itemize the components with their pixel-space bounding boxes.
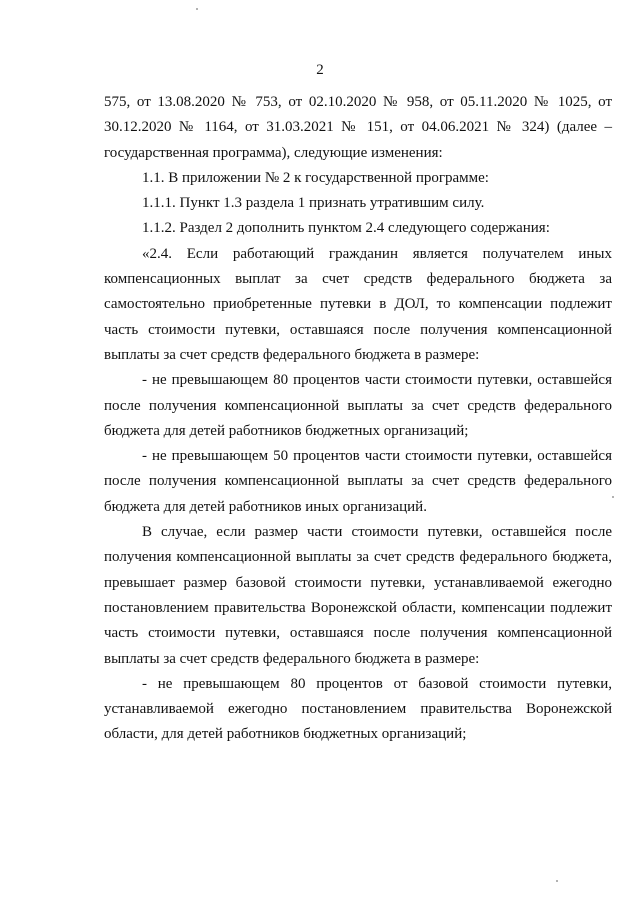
text-line: 1.1.1. Пункт 1.3 раздела 1 признать утратившим силу. [142,195,485,212]
text-line: превышает размер базовой стоимости путевки, устанавливаемой ежегодно [104,574,612,591]
text-line: после получения компенсационной выплаты за счет средств федерального [104,397,612,414]
scan-speck [556,880,558,882]
text-line: В случае, если размер части стоимости путевки, оставшейся после [142,524,612,541]
text-line: выплаты за счет средств федерального бюджета в размере: [104,346,480,363]
text-line: - не превышающем 80 процентов части стоимости путевки, оставшейся [142,372,612,389]
scan-speck [196,8,198,10]
text-line: бюджета для детей работников иных организаций. [104,498,427,515]
text-line: области, для детей работников бюджетных организаций; [104,726,467,743]
page-number: 2 [316,62,324,78]
document-body [104,90,612,748]
text-line: «2.4. Если работающий гражданин является получателем иных [142,245,612,262]
text-line: после получения компенсационной выплаты за счет средств федерального [104,473,612,490]
scan-speck [612,496,614,498]
text-line: часть стоимости путевки, оставшаяся после получения компенсационной [104,321,612,338]
text-line: самостоятельно приобретенные путевки в ДОЛ, то компенсации подлежит [104,296,612,313]
text-line: 30.12.2020 № 1164, от 31.03.2021 № 151, от 04.06.2021 № 324) (далее – [104,119,612,136]
text-line: 1.1.2. Раздел 2 дополнить пунктом 2.4 следующего содержания: [142,220,550,237]
text-line: бюджета для детей работников бюджетных организаций; [104,422,469,439]
text-line: - не превышающем 50 процентов части стоимости путевки, оставшейся [142,448,612,465]
text-line: часть стоимости путевки, оставшаяся после получения компенсационной [104,625,612,642]
text-line: постановлением правительства Воронежской области, компенсации подлежит [104,599,612,616]
text-line: государственная программа), следующие изменения: [104,144,443,161]
text-line: компенсационных выплат за счет средств федерального бюджета за [104,271,612,288]
text-line: устанавливаемой ежегодно постановлением правительства Воронежской [104,701,612,718]
text-line: 1.1. В приложении № 2 к государственной программе: [142,169,489,186]
text-line: выплаты за счет средств федерального бюджета в размере: [104,650,480,667]
text-line: 575, от 13.08.2020 № 753, от 02.10.2020 № 958, от 05.11.2020 № 1025, от [104,94,612,110]
text-line: - не превышающем 80 процентов от базовой стоимости путевки, [142,675,612,692]
text-line: получения компенсационной выплаты за счет средств федерального бюджета, [104,549,612,566]
